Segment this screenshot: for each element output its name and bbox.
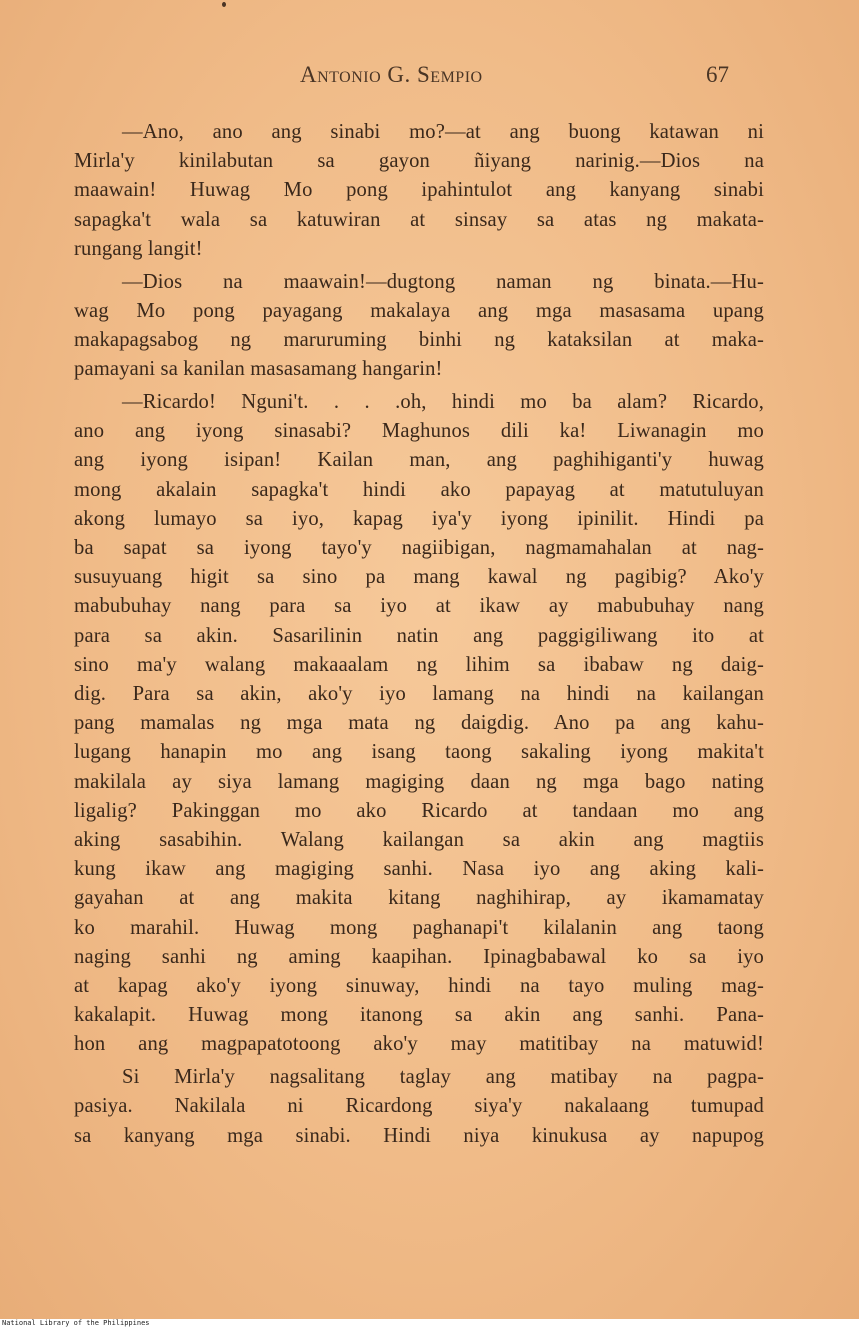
text-line: dig. Para sa akin, ako'y iyo lamang na hindi na kailangan [74,683,764,706]
text-line: ano ang iyong sinasabi? Maghunos dili ka! Liwanagin mo [74,420,764,443]
text-line: ligalig? Pakinggan mo ako Ricardo at tandaan mo ang [74,799,764,822]
text-line: mabubuhay nang para sa iyo at ikaw ay mabubuhay nang [74,595,764,618]
text-line: Si Mirla'y nagsalitang taglay ang matibay na pagpa- [122,1066,764,1089]
scan-footer [0,1319,859,1328]
running-title: Antonio G. Sempio [300,62,483,87]
text-line: rungang langit! [74,237,203,260]
text-line: pang mamalas ng mga mata ng daigdig. Ano pa ang kahu- [74,712,764,735]
text-line: naging sanhi ng aming kaapihan. Ipinagbabawal ko sa iyo [74,945,764,968]
page-number: 67 [706,62,729,87]
source-credit: National Library of the Philippines [2,1319,150,1327]
text-line: sapagka't wala sa katuwiran at sinsay sa atas ng makata- [74,208,764,231]
text-line: makilala ay siya lamang magiging daan ng mga bago nating [74,770,764,793]
text-line: maawain! Huwag Mo pong ipahintulot ang kanyang sinabi [74,179,764,202]
text-line: pasiya. Nakilala ni Ricardong siya'y nakalaang tumupad [74,1095,764,1118]
text-line: ko marahil. Huwag mong paghanapi't kilalanin ang taong [74,916,764,939]
text-line: sino ma'y walang makaaalam ng lihim sa ibabaw ng daig- [74,653,764,676]
paragraph [74,388,764,1060]
text-line: ang iyong isipan! Kailan man, ang paghihiganti'y huwag [74,449,764,472]
ink-speck [222,2,226,7]
text-line: kung ikaw ang magiging sanhi. Nasa iyo ang aking kali- [74,858,764,881]
text-line: —Ano, ano ang sinabi mo?—at ang buong katawan ni [122,121,764,143]
body-text [74,118,764,1154]
text-line: akong lumayo sa iyo, kapag iya'y iyong ipinilit. Hindi pa [74,507,764,530]
text-line: Mirla'y kinilabutan sa gayon ñiyang narinig.—Dios na [74,150,764,173]
running-header [80,62,780,94]
text-line: wag Mo pong payagang makalaya ang mga masasama upang [74,299,764,322]
text-line: —Ricardo! Nguni't. . . .oh, hindi mo ba alam? Ricardo, [122,391,764,414]
paragraph [74,118,764,264]
text-line: hon ang magpapatotoong ako'y may matitibay na matuwid! [74,1033,764,1056]
text-line: gayahan at ang makita kitang naghihirap, ay ikamamatay [74,887,764,910]
paragraph [74,268,764,385]
text-line: makapagsabog ng maruruming binhi ng kataksilan at maka- [74,329,764,352]
text-line: lugang hanapin mo ang isang taong sakaling iyong makita't [74,741,764,764]
text-line: sa kanyang mga sinabi. Hindi niya kinukusa ay napupog [74,1124,764,1147]
text-line: para sa akin. Sasarilinin natin ang paggigiliwang ito at [74,624,764,647]
text-line: pamayani sa kanilan masasamang hangarin! [74,358,443,381]
text-line: kakalapit. Huwag mong itanong sa akin ang sanhi. Pana- [74,1004,764,1027]
text-line: —Dios na maawain!—dugtong naman ng binata.—Hu- [122,270,764,293]
text-line: aking sasabihin. Walang kailangan sa akin ang magtiis [74,829,764,852]
text-line: ba sapat sa iyong tayo'y nagiibigan, nagmamahalan at nag- [74,537,764,560]
paragraph [74,1063,764,1151]
text-line: at kapag ako'y iyong sinuway, hindi na tayo muling mag- [74,975,764,998]
text-line: susuyuang higit sa sino pa mang kawal ng pagibig? Ako'y [74,566,764,589]
text-line: mong akalain sapagka't hindi ako papayag at matutuluyan [74,478,764,501]
